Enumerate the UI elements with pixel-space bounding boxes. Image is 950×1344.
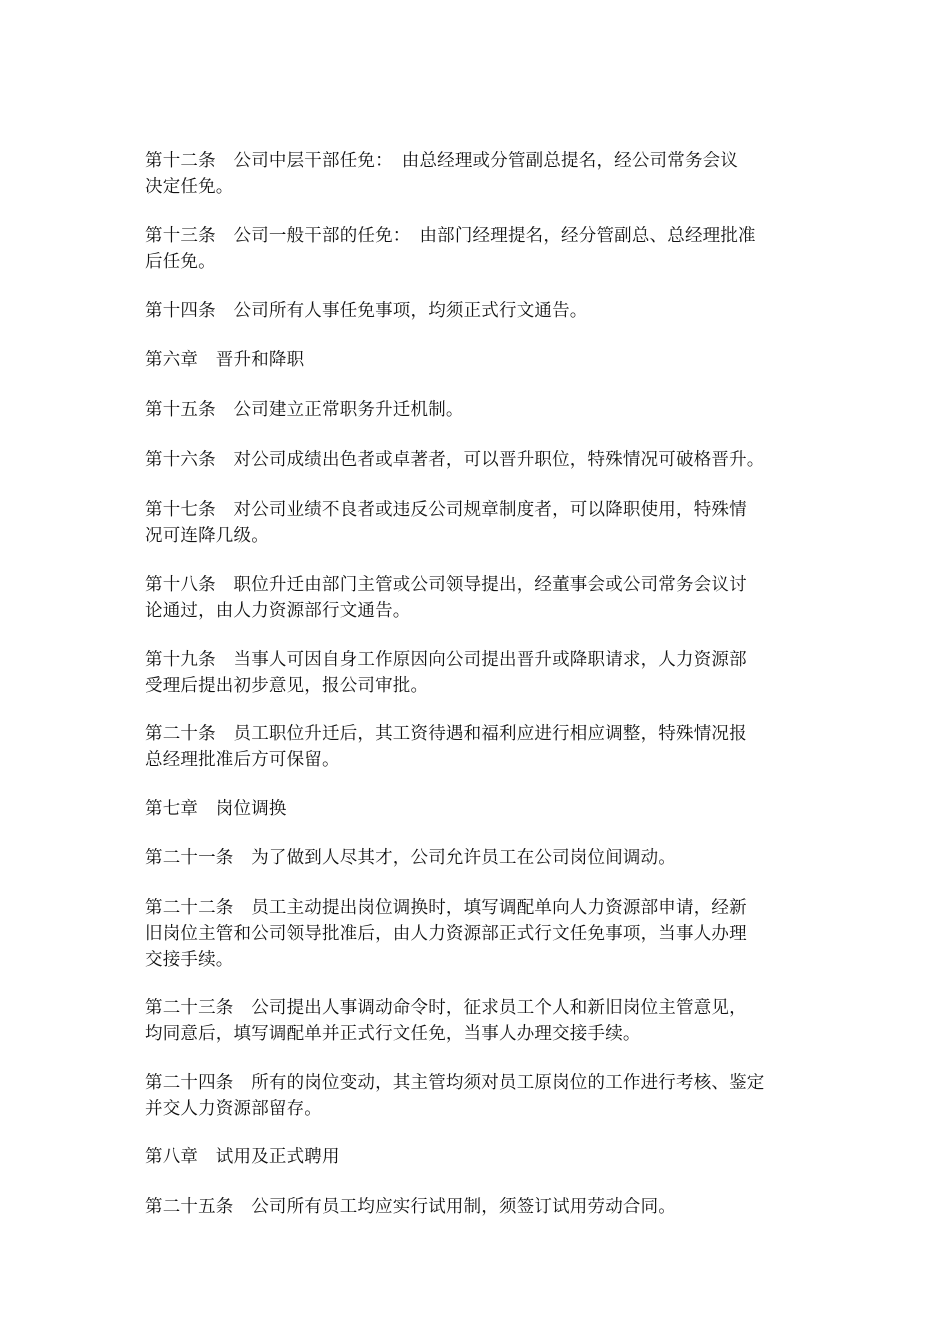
text-line: 总经理批准后方可保留。	[145, 750, 340, 770]
article-12	[145, 148, 813, 200]
article-19	[145, 647, 813, 699]
article-20	[145, 721, 813, 773]
chapter-8-heading	[145, 1144, 813, 1170]
text-line: 均同意后，填写调配单并正式行文任免，当事人办理交接手续。	[145, 1024, 641, 1044]
text-line: 第十七条 对公司业绩不良者或违反公司规章制度者，可以降职使用，特殊情	[145, 500, 747, 520]
article-22	[145, 895, 813, 973]
text-line: 第二十四条 所有的岗位变动，其主管均须对员工原岗位的工作进行考核、鉴定	[145, 1073, 765, 1093]
chapter-7-heading	[145, 796, 813, 822]
article-25	[145, 1194, 813, 1220]
text-line: 第十六条 对公司成绩出色者或卓著者，可以晋升职位，特殊情况可破格晋升。	[145, 450, 765, 470]
text-line: 并交人力资源部留存。	[145, 1099, 322, 1119]
text-line: 第十九条 当事人可因自身工作原因向公司提出晋升或降职请求，人力资源部	[145, 650, 747, 670]
chapter-title: 第六章 晋升和降职	[145, 350, 305, 370]
article-23	[145, 995, 813, 1047]
chapter-title: 第七章 岗位调换	[145, 799, 287, 819]
article-15	[145, 397, 813, 423]
article-13	[145, 223, 813, 275]
text-line: 第十五条 公司建立正常职务升迁机制。	[145, 400, 464, 420]
text-line: 旧岗位主管和公司领导批准后，由人力资源部正式行文任免事项，当事人办理	[145, 924, 747, 944]
text-line: 况可连降几级。	[145, 526, 269, 546]
text-line: 第二十三条 公司提出人事调动命令时，征求员工个人和新旧岗位主管意见，	[145, 998, 747, 1018]
chapter-title: 第八章 试用及正式聘用	[145, 1147, 340, 1167]
text-line: 第二十一条 为了做到人尽其才，公司允许员工在公司岗位间调动。	[145, 848, 676, 868]
text-line: 第二十五条 公司所有员工均应实行试用制，须签订试用劳动合同。	[145, 1197, 676, 1217]
article-21	[145, 845, 813, 871]
text-line: 第十二条 公司中层干部任免： 由总经理或分管副总提名，经公司常务会议	[145, 151, 739, 171]
text-line: 决定任免。	[145, 177, 234, 197]
text-line: 论通过，由人力资源部行文通告。	[145, 601, 411, 621]
chapter-6-heading	[145, 347, 813, 373]
text-line: 第二十条 员工职位升迁后，其工资待遇和福利应进行相应调整，特殊情况报	[145, 724, 747, 744]
text-line: 第十八条 职位升迁由部门主管或公司领导提出，经董事会或公司常务会议讨	[145, 575, 747, 595]
article-16	[145, 447, 813, 473]
text-line: 交接手续。	[145, 950, 234, 970]
article-14	[145, 298, 813, 324]
text-line: 第二十二条 员工主动提出岗位调换时，填写调配单向人力资源部申请，经新	[145, 898, 747, 918]
article-24	[145, 1070, 813, 1122]
text-line: 受理后提出初步意见，报公司审批。	[145, 676, 429, 696]
article-17	[145, 497, 813, 549]
text-line: 第十四条 公司所有人事任免事项，均须正式行文通告。	[145, 301, 588, 321]
text-line: 第十三条 公司一般干部的任免： 由部门经理提名，经分管副总、总经理批准	[145, 226, 756, 246]
article-18	[145, 572, 813, 624]
text-line: 后任免。	[145, 252, 216, 272]
